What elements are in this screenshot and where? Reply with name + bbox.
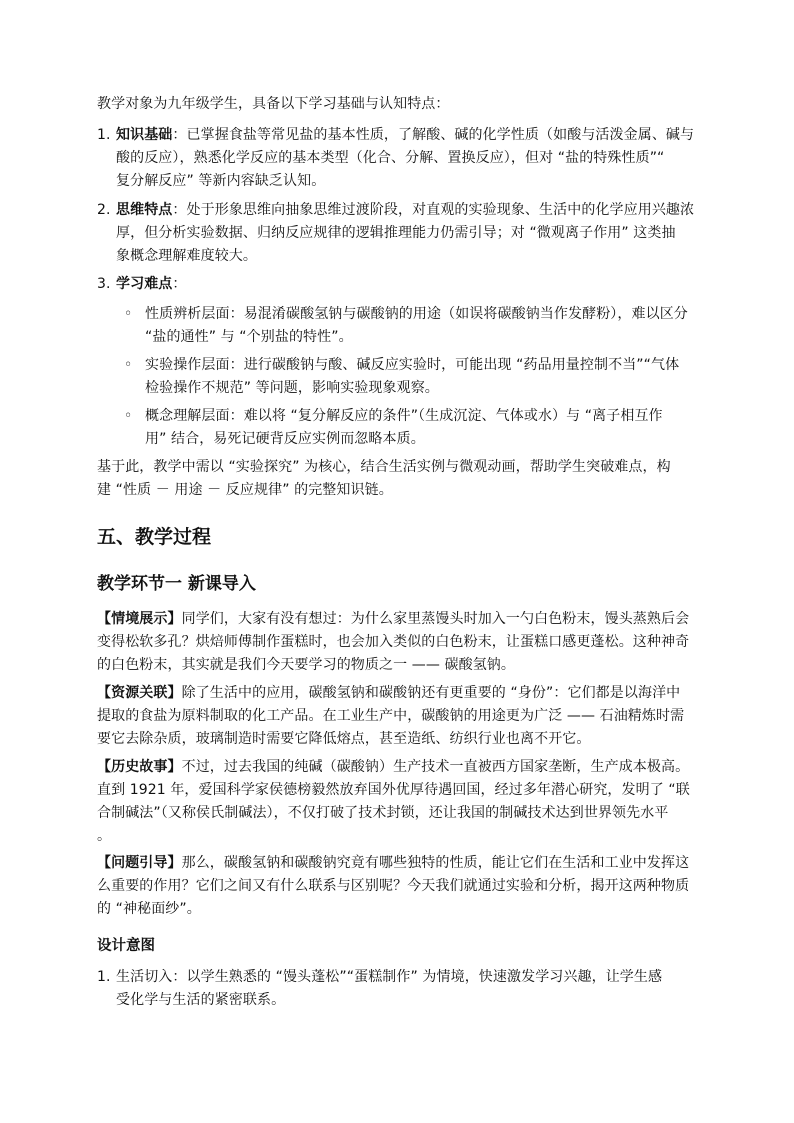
list-item-label: 知识基础 [116, 127, 173, 143]
bullet-text: 概念理解层面：难以将 “复分解反应的条件”（生成沉淀、气体或水）与 “离子相互作 [145, 408, 663, 424]
bullet-text: 性质辨析层面：易混淆碳酸氢钠与碳酸钠的用途（如误将碳酸钠当作发酵粉），难以区分 [145, 306, 688, 322]
section-heading: 五、教学过程 [97, 526, 212, 548]
summary-text: 基于此，教学中需以 “实验探究” 为核心，结合生活实例与微观动画，帮助学生突破难点，构 [97, 459, 671, 475]
resource-paragraph: 【资源关联】除了生活中的应用，碳酸氢钠和碳酸钠还有更重要的 “身份”：它们都是以海洋中 提取的食盐为原料制取的化工产品。在工业生产中，碳酸钠的用途更为广泛 —— 石油精炼时需 要它去除杂质，玻璃制造时需要它降低熔点，甚至造纸、纺织行业也离不开它。 [97, 685, 685, 747]
list-item-text: 象概念理解难度较大。 [116, 248, 257, 264]
list-item-knowledge: 1. 知识基础：已掌握食盐等常见盐的基本性质，了解酸、碱的化学性质（如酸与活泼金属、碱与 酸的反应），熟悉化学反应的基本类型（化合、分解、置换反应），但对 “盐的特殊性质”“ 复分解反应” 等新内容缺乏认知。 [97, 124, 707, 193]
bullet-icon: ◦ [124, 357, 133, 373]
subsection-heading: 教学环节一 新课导入 [97, 574, 256, 594]
list-item-text: 处于形象思维向抽象思维过渡阶段，对直观的实验现象、生活中的化学应用兴趣浓 [186, 202, 695, 218]
list-item-text: 复分解反应” 等新内容缺乏认知。 [116, 173, 326, 189]
intro-paragraph [97, 93, 707, 116]
list-item-text: 酸的反应），熟悉化学反应的基本类型（化合、分解、置换反应），但对 “盐的特殊性质”“ [116, 150, 665, 166]
paragraph-tag: 【历史故事】 [97, 759, 182, 775]
history-paragraph: 【历史故事】不过，过去我国的纯碱（碳酸钠）生产技术一直被西方国家垄断，生产成本极高。 直到 1921 年，爱国科学家侯德榜毅然放弃国外优厚待遇回国，经过多年潜心研究，发明了 “联 合制碱法”（又称侯氏制碱法），不仅打破了技术封锁，还让我国的制碱技术达到世界领先水平 。 [97, 759, 690, 844]
list-number: 1. [97, 969, 111, 985]
bullet-text: “盐的通性” 与 “个别盐的特性”。 [145, 329, 353, 345]
paragraph-tag: 【问题引导】 [97, 855, 182, 871]
design-intent-heading: 设计意图 [97, 938, 155, 954]
list-number: 3. [97, 276, 111, 292]
list-item-text: 已掌握食盐等常见盐的基本性质，了解酸、碱的化学性质（如酸与活泼金属、碱与 [186, 127, 695, 143]
paragraph-tag: 【资源关联】 [97, 685, 182, 701]
list-item-label: 学习难点 [116, 276, 173, 292]
design-intent-list [97, 966, 707, 1012]
list-item-label: 思维特点 [116, 202, 173, 218]
summary-paragraph [97, 456, 707, 502]
list-number: 2. [97, 202, 111, 218]
bullet-text: 检验操作不规范” 等问题，影响实验现象观察。 [145, 380, 439, 396]
summary-text: 建 “性质 － 用途 － 反应规律” 的完整知识链。 [97, 482, 393, 498]
difficulty-bullet-1 [97, 303, 707, 349]
student-analysis-list-3 [97, 273, 707, 296]
difficulty-bullet-3 [97, 405, 707, 451]
bullet-text: 用” 结合，易死记硬背反应实例而忽略本质。 [145, 431, 425, 447]
design-item: 1. 生活切入：以学生熟悉的 “馒头蓬松”“蛋糕制作” 为情境，快速激发学习兴趣，让学生感 受化学与生活的紧密联系。 [97, 966, 707, 1012]
bullet-icon: ◦ [124, 306, 133, 322]
intro-text: 教学对象为九年级学生，具备以下学习基础与认知特点： [97, 96, 450, 112]
list-item-text: 厚，但分析实验数据、归纳反应规律的逻辑推理能力仍需引导；对 “微观离子作用” 这类抽 [116, 225, 676, 241]
question-paragraph: 【问题引导】那么，碳酸氢钠和碳酸钠究竟有哪些独特的性质，能让它们在生活和工业中发挥这 么重要的作用？它们之间又有什么联系与区别呢？今天我们就通过实验和分析，揭开这两种物质 的 “神秘面纱”。 [97, 855, 690, 917]
difficulty-bullet-2 [97, 354, 707, 400]
list-item-difficulties: 3. 学习难点： [97, 273, 707, 296]
list-item-thinking: 2. 思维特点：处于形象思维向抽象思维过渡阶段，对直观的实验现象、生活中的化学应用兴趣浓 厚，但分析实验数据、归纳反应规律的逻辑推理能力仍需引导；对 “微观离子作用” 这类抽 象概念理解难度较大。 [97, 199, 707, 268]
student-analysis-list [97, 124, 707, 193]
situation-paragraph: 【情境展示】同学们，大家有没有想过：为什么家里蒸馒头时加入一勺白色粉末，馒头蒸熟后会 变得松软多孔？烘焙师傅制作蛋糕时，也会加入类似的白色粉末，让蛋糕口感更蓬松。这种神奇 的白色粉末，其实就是我们今天要学习的物质之一 —— 碳酸氢钠。 [97, 611, 690, 673]
list-number: 1. [97, 127, 111, 143]
bullet-icon: ◦ [124, 408, 133, 424]
bullet-text: 实验操作层面：进行碳酸钠与酸、碱反应实验时，可能出现 “药品用量控制不当”“气体 [145, 357, 680, 373]
paragraph-tag: 【情境展示】 [97, 611, 182, 627]
student-analysis-list-2 [97, 199, 707, 268]
